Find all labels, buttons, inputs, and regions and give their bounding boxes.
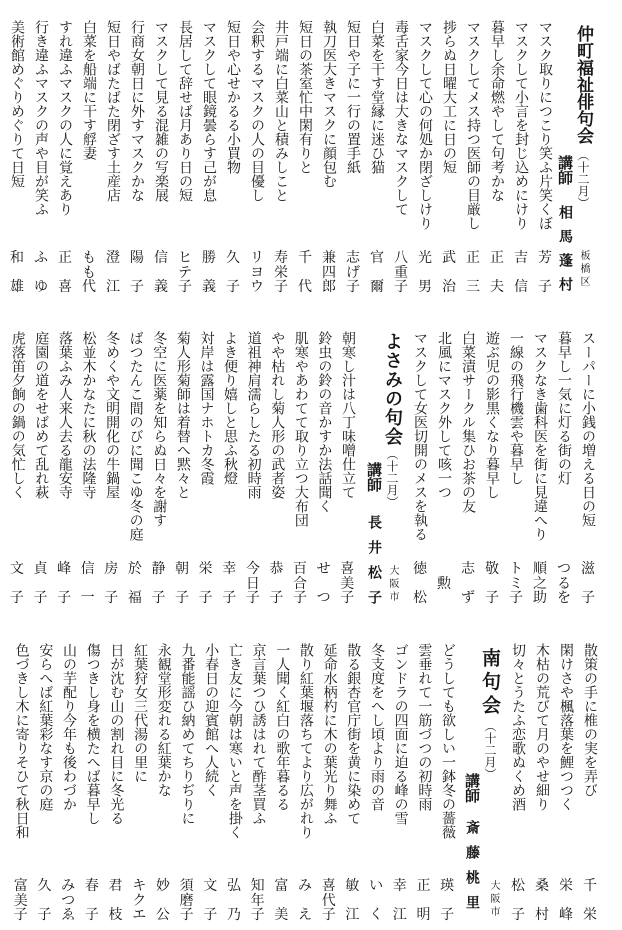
month-label: （十二月）	[483, 720, 497, 780]
haiku-text: 行商女朝日に外すマスクかな	[129, 20, 145, 202]
haiku-text: 冬支度をへし頃より雨の音	[368, 643, 385, 811]
haiku-text: 短日の茶室忙中閑有りと	[297, 20, 313, 174]
haiku-author: 妙 公	[155, 878, 170, 923]
haiku-text: 傷つきし身を横たへば暮早し	[84, 643, 101, 825]
group-header-minami	[464, 643, 500, 923]
group-title: よさみの句会	[382, 332, 403, 446]
haiku-text: 切々とうたふ恋歌ぬくめ酒	[510, 643, 526, 811]
haiku-author: 桑 村	[535, 878, 549, 923]
haiku-text: 安らへば紅葉彩なす京の庭	[37, 643, 54, 811]
haiku-column	[246, 643, 270, 923]
haiku-author: 喜 代 子	[321, 878, 336, 923]
group-title: 仲町福祉俳句会	[573, 25, 593, 144]
haiku-author: 徳 松	[413, 561, 427, 606]
haiku-column	[194, 331, 218, 608]
haiku-text: マスクして見る混雑の写楽展	[153, 20, 169, 202]
haiku-author: 千 代	[298, 250, 312, 295]
haiku-text: 日が沈む山の割れ目に冬光る	[108, 643, 125, 825]
haiku-text: 色づきし木に寄りそひて秋日和	[13, 643, 30, 839]
haiku-text: 暮早し一気に灯る街の灯	[556, 331, 572, 485]
haiku-author: ふ ゆ	[34, 250, 48, 295]
haiku-column	[217, 331, 241, 608]
haiku-text: 執刀医大きマスクに顔包む	[321, 20, 337, 188]
group-header-yosami	[365, 331, 403, 615]
haiku-text: 捗らぬ日曜大工に日の短	[441, 20, 457, 174]
haiku-text: 暮早し余命燃やして句考かな	[489, 20, 505, 202]
haiku-author: つ る を	[557, 561, 571, 606]
instructor-label: 講師	[556, 155, 574, 185]
haiku-text: よき便り嬉しと思ふ秋燈	[222, 331, 239, 485]
haiku-author: 久 子	[37, 878, 52, 923]
haiku-column	[151, 643, 175, 923]
haiku-author: 志 げ 子	[346, 250, 360, 295]
haiku-author: キ ク エ	[132, 878, 147, 923]
haiku-text: 鈴虫の鈴の音かすか法話聞く	[316, 331, 333, 513]
haiku-author: 春 子	[84, 878, 99, 923]
haiku-text: 冬空に医薬を知らぬ日々を謝す	[151, 331, 168, 527]
haiku-author: 恭 子	[269, 561, 284, 606]
haiku-text: 短日や心せかるる小買物	[225, 20, 241, 174]
haiku-author: 勲	[437, 575, 451, 592]
haiku-author: 勝 義	[202, 250, 216, 295]
haiku-column	[101, 20, 125, 295]
haiku-text: 白菜を船端に干す艀妻	[81, 20, 97, 160]
haiku-column	[432, 331, 456, 608]
haiku-author: 百 合 子	[293, 561, 308, 606]
haiku-author: 信 義	[154, 250, 168, 295]
haiku-column	[53, 20, 77, 295]
haiku-column	[123, 331, 147, 608]
haiku-text: 一線の飛行機雲や暮早し	[508, 331, 524, 485]
haiku-column	[506, 643, 530, 923]
instructor-label: 講師	[463, 773, 481, 803]
haiku-column	[578, 643, 602, 923]
haiku-author: 寿 栄 子	[274, 250, 288, 295]
instructor-column	[365, 331, 383, 615]
haiku-column	[435, 643, 459, 923]
haiku-author: 栄 峰	[559, 878, 573, 923]
haiku-column	[99, 331, 123, 608]
haiku-text: 落葉ふみ人来人去る龍安寺	[56, 331, 73, 499]
haiku-author: 弘 乃	[226, 878, 241, 923]
haiku-text: 山の芋配り今年も後わづか	[61, 643, 77, 811]
haiku-author: 和 雄	[10, 250, 24, 295]
haiku-author: 志 ず	[461, 561, 475, 606]
haiku-column	[312, 331, 336, 608]
haiku-author: 吉 信	[514, 250, 528, 295]
haiku-author: 喜 美 子	[340, 561, 355, 606]
haiku-column	[270, 643, 294, 923]
haiku-text: 雲垂れて一筋づつの初時雨	[416, 643, 433, 811]
haiku-column	[388, 643, 412, 923]
haiku-author: 順 之 助	[533, 561, 547, 606]
haiku-author: 朝 子	[175, 561, 190, 606]
haiku-text: 京言葉つひ誘はれて酢茎買ふ	[250, 643, 267, 825]
haiku-text: 九番能謡ひ納めてちりぢりに	[179, 643, 196, 825]
haiku-column	[147, 331, 171, 608]
haiku-text: 菊人形菊師は着替へ黙々と	[174, 331, 191, 499]
group-header-nakamachi	[556, 20, 593, 301]
haiku-author: 幸 子	[222, 561, 237, 606]
title-column	[480, 643, 500, 923]
tier-bottom	[9, 643, 602, 923]
haiku-column	[365, 20, 389, 295]
haiku-text: 会釈するマスクの人の目優し	[249, 20, 265, 202]
haiku-text: マスクして眼鏡曇らす己が息	[201, 20, 217, 202]
haiku-column	[552, 331, 576, 608]
haiku-column	[408, 331, 432, 608]
instructor-label: 講師	[365, 462, 383, 492]
haiku-text: 延命水柄杓に木の葉光り舞ふ	[321, 643, 338, 825]
haiku-text: 小春日の迎賓館へ人続く	[203, 643, 220, 797]
haiku-text: ばつたんこ間のびに聞こゆ冬の庭	[127, 331, 144, 541]
haiku-column	[554, 643, 578, 923]
haiku-text: マスクなき歯科医を街に見違へり	[532, 331, 548, 541]
haiku-text: 松並木かなたに秋の法隆寺	[80, 331, 97, 499]
haiku-column	[197, 20, 221, 295]
haiku-author: 瑛 子	[440, 878, 455, 923]
haiku-column	[265, 331, 289, 608]
haiku-author: 房 子	[104, 561, 119, 606]
haiku-text: 朝寒し汁は八丁味噌仕立て	[340, 331, 356, 499]
haiku-text: マスクして女医切開のメスを執る	[412, 331, 428, 541]
haiku-column	[76, 331, 100, 608]
haiku-author: も も 代	[82, 250, 96, 295]
haiku-author: 松 子	[511, 878, 525, 923]
haiku-column	[528, 331, 552, 608]
haiku-column	[364, 643, 388, 923]
haiku-author: 正 喜	[58, 250, 72, 295]
haiku-text: 美術館めぐりめぐりて日短	[9, 20, 25, 188]
haiku-text: マスク取りにつこり笑ふ片笑くぼ	[537, 20, 553, 230]
haiku-text: 亡き友に今朝は寒いと声を掛く	[226, 643, 243, 839]
instructor-column	[464, 643, 480, 923]
haiku-column	[412, 643, 436, 923]
haiku-text: マスクしてメス持つ医師の目厳し	[465, 20, 481, 230]
haiku-text: 肌寒やあわてて取り立つ大布団	[292, 331, 309, 527]
haiku-text: 遊ぶ児の影黒くなり暮早し	[484, 331, 500, 499]
haiku-author: 今 日 子	[245, 561, 260, 606]
haiku-column	[125, 20, 149, 295]
haiku-column	[80, 643, 104, 923]
haiku-author: 信 一	[80, 561, 95, 606]
haiku-author: 須 磨 子	[179, 878, 194, 923]
instructor-name: 相馬蓬村	[557, 205, 573, 301]
haiku-column	[52, 331, 76, 608]
haiku-column	[77, 20, 101, 295]
haiku-author: 兼 四 郎	[322, 250, 336, 295]
tier-top	[5, 20, 593, 301]
location-label: 大阪市	[387, 565, 398, 604]
haiku-text: マスクして心の何処か閉ざしけり	[417, 20, 433, 230]
haiku-column	[175, 643, 199, 923]
haiku-author: せ つ	[316, 561, 331, 606]
haiku-author: リ ヨ ウ	[250, 250, 264, 295]
haiku-author: 敬 子	[485, 561, 499, 606]
instructor-name: 長井松子	[366, 515, 382, 615]
haiku-text: 散り紅葉堰落ちてより広がれり	[297, 643, 314, 839]
location-label: 板橋区	[578, 250, 589, 289]
tier-middle	[5, 331, 600, 615]
haiku-text: 北風にマスク外して咳一つ	[436, 331, 452, 499]
haiku-column	[29, 331, 53, 608]
haiku-column	[104, 643, 128, 923]
haiku-column	[221, 20, 245, 295]
title-column	[382, 331, 402, 608]
haiku-column	[56, 643, 80, 923]
haiku-author: 澄 江	[106, 250, 120, 295]
haiku-column	[269, 20, 293, 295]
haiku-column	[5, 20, 29, 295]
haiku-column	[341, 643, 365, 923]
haiku-author: 知 年 子	[250, 878, 265, 923]
haiku-text: やや枯れし菊人形の武者姿	[269, 331, 286, 499]
haiku-column	[127, 643, 151, 923]
month-label: （十二月）	[576, 149, 590, 209]
haiku-column	[173, 20, 197, 295]
haiku-column	[241, 331, 265, 608]
haiku-author: 官 爾	[370, 250, 384, 295]
month-label: （十二月）	[385, 448, 399, 508]
haiku-text: 井戸端に白菜山と積みしこと	[273, 20, 289, 202]
haiku-column	[317, 20, 341, 295]
haiku-author: み つ ゑ	[61, 878, 76, 923]
haiku-column	[29, 20, 53, 295]
haiku-author: 滋 子	[581, 561, 595, 606]
haiku-column	[198, 643, 222, 923]
haiku-column	[509, 20, 533, 295]
haiku-column	[456, 331, 480, 608]
instructor-column	[556, 20, 574, 301]
haiku-author: 於 福	[127, 561, 142, 606]
haiku-author: 富 美	[274, 878, 289, 923]
haiku-text: すれ違ふマスクの人に覚えあり	[57, 20, 73, 216]
haiku-column	[533, 20, 557, 295]
haiku-author: み え	[298, 878, 313, 923]
haiku-author: 正 明	[416, 878, 431, 923]
haiku-column	[222, 643, 246, 923]
location-label: 大阪市	[488, 880, 499, 919]
haiku-text: スーパーに小銭の増える日の短	[580, 331, 596, 527]
haiku-author: 陽 子	[130, 250, 144, 295]
haiku-text: 閑けさや楓落葉を鯉つつく	[558, 643, 574, 811]
haiku-author: 静 子	[151, 561, 166, 606]
haiku-column	[33, 643, 57, 923]
haiku-text: 木枯の荒びて月のやせ細り	[534, 643, 550, 811]
haiku-column	[413, 20, 437, 295]
haiku-text: 虎落笛夕餉の鍋の気忙しく	[9, 331, 26, 499]
haiku-author: 富 美 子	[13, 878, 28, 923]
haiku-text: 紅葉狩女三代湯の里に	[132, 643, 149, 783]
haiku-column	[317, 643, 341, 923]
haiku-text: ゴンドラの四面に迫る峰の雪	[392, 643, 409, 825]
haiku-author: 峰 子	[57, 561, 72, 606]
haiku-column	[389, 20, 413, 295]
haiku-author: 幸 江	[392, 878, 407, 923]
haiku-author: 芳 子	[538, 250, 552, 295]
haiku-author: 光 男	[418, 250, 432, 295]
haiku-text: 白菜を干す堂縁に迷ひ猫	[369, 20, 385, 174]
haiku-text: どうしても欲しい一鉢冬の薔薇	[440, 643, 456, 839]
haiku-text: 散策の手に椎の実を弄び	[582, 643, 598, 797]
haiku-text: 冬めくや文明開化の牛鍋屋	[104, 331, 121, 499]
haiku-author: 文 子	[203, 878, 218, 923]
haiku-column	[293, 20, 317, 295]
haiku-column	[245, 20, 269, 295]
haiku-author: 千 栄	[583, 878, 597, 923]
haiku-author: 八 重 子	[394, 250, 408, 295]
haiku-text: 永観堂形変れる紅葉かな	[155, 643, 172, 797]
haiku-text: 対岸は露国ナホトカ冬霞	[198, 331, 215, 485]
haiku-text: 白菜漬サークル集ひお茶の友	[460, 331, 476, 513]
haiku-author: 敏 江	[345, 878, 360, 923]
haiku-column	[485, 20, 509, 295]
haiku-column	[576, 331, 600, 608]
haiku-column	[149, 20, 173, 295]
haiku-text: 短日やばたばた閉ざす土産店	[105, 20, 121, 202]
haiku-text: 一人聞く紅白の歌年暮るる	[274, 643, 291, 811]
haiku-text: マスクして小言を封じ込めにけり	[513, 20, 529, 230]
haiku-text: 庭園の道をせばめて乱れ萩	[33, 331, 50, 499]
haiku-author: い く	[369, 878, 384, 923]
haiku-column	[293, 643, 317, 923]
haiku-author: 久 子	[226, 250, 240, 295]
haiku-text: 長居して辞せば月あり日の短	[177, 20, 193, 202]
haiku-column	[170, 331, 194, 608]
haiku-text: 毒舌家今日は大きなマスクして	[393, 20, 409, 216]
group-title: 南句会	[479, 648, 501, 719]
haiku-column	[9, 643, 33, 923]
haiku-column	[5, 331, 29, 608]
haiku-column	[341, 20, 365, 295]
haiku-text: 短日や子に一行の置手紙	[345, 20, 361, 174]
haiku-author: 君 枝	[108, 878, 123, 923]
haiku-column	[504, 331, 528, 608]
haiku-column	[288, 331, 312, 608]
haiku-author: 正 夫	[490, 250, 504, 295]
haiku-column	[335, 331, 359, 608]
haiku-author: ト ミ 子	[509, 561, 523, 606]
haiku-column	[437, 20, 461, 295]
haiku-text: 散る銀杏官庁街を黄に染めて	[345, 643, 362, 825]
haiku-author: 栄 子	[198, 561, 213, 606]
haiku-author: 正 三	[466, 250, 480, 295]
title-column	[573, 20, 593, 295]
haiku-author: 文 子	[9, 561, 24, 606]
haiku-column	[480, 331, 504, 608]
haiku-text: 行き違ふマスクの声や目が笑ふ	[33, 20, 49, 216]
haiku-author: 貞 子	[33, 561, 48, 606]
haiku-author: 武 治	[442, 250, 456, 295]
haiku-column	[530, 643, 554, 923]
haiku-text: 道祖神肩濡らしたる初時雨	[245, 331, 262, 499]
haiku-column	[461, 20, 485, 295]
haiku-author: ヒ テ 子	[178, 250, 192, 295]
instructor-name: 斎藤桃里	[464, 820, 480, 920]
